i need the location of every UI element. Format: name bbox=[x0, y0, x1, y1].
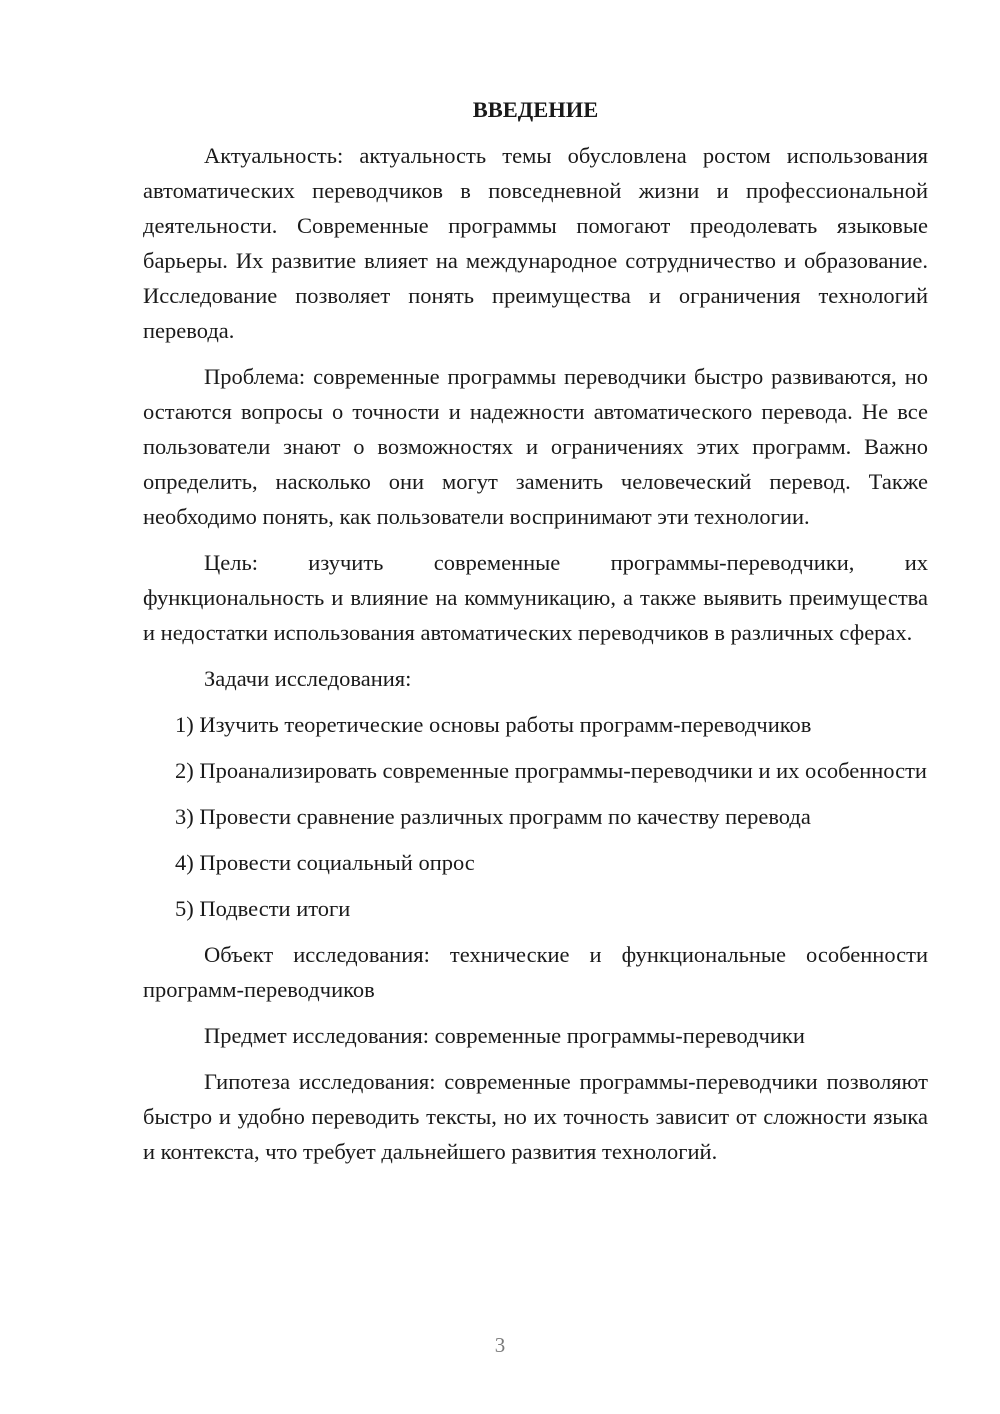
paragraph-problem: Проблема: современные программы переводчики быстро развиваются, но остаются вопросы о точности и надежности автоматического перевода. Не все пользователи знают о возможностях и ограничениях этих программ. Важно определить, насколько они могут заменить человеческий перевод. Также необходимо понять, как пользователи воспринимают эти технологии. bbox=[143, 364, 928, 529]
paragraph-relevance: Актуальность: актуальность темы обусловлена ростом использования автоматических переводчиков в повседневной жизни и профессиональной деятельности. Современные программы помогают преодолевать языковые барьеры. Их развитие влияет на международное сотрудничество и образование. Исследование позволяет понять преимущества и ограничения технологий перевода. bbox=[143, 143, 928, 343]
paragraph-subject: Предмет исследования: современные программы-переводчики bbox=[204, 1023, 805, 1048]
task-item-4: 4) Провести социальный опрос bbox=[175, 850, 475, 875]
paragraph-object: Объект исследования: технические и функциональные особенности программ-переводчиков bbox=[143, 942, 928, 1002]
task-item-1: 1) Изучить теоретические основы работы программ-переводчиков bbox=[175, 712, 812, 737]
paragraph-goal: Цель: изучить современные программы-переводчики, их функциональность и влияние на коммуникацию, а также выявить преимущества и недостатки использования автоматических переводчиков в различных сферах. bbox=[143, 550, 928, 645]
page-number: 3 bbox=[494, 1333, 506, 1357]
tasks-heading: Задачи исследования: bbox=[204, 666, 412, 691]
task-item-5: 5) Подвести итоги bbox=[175, 896, 351, 921]
task-item-2: 2) Проанализировать современные программы-переводчики и их особенности bbox=[175, 758, 927, 783]
page-title: ВВЕДЕНИЕ bbox=[472, 97, 599, 122]
task-item-3: 3) Провести сравнение различных программ по качеству перевода bbox=[175, 804, 811, 829]
paragraph-hypothesis: Гипотеза исследования: современные программы-переводчики позволяют быстро и удобно переводить тексты, но их точность зависит от сложности языка и контекста, что требует дальнейшего развития технологий. bbox=[143, 1069, 928, 1164]
document-page bbox=[143, 92, 928, 1180]
